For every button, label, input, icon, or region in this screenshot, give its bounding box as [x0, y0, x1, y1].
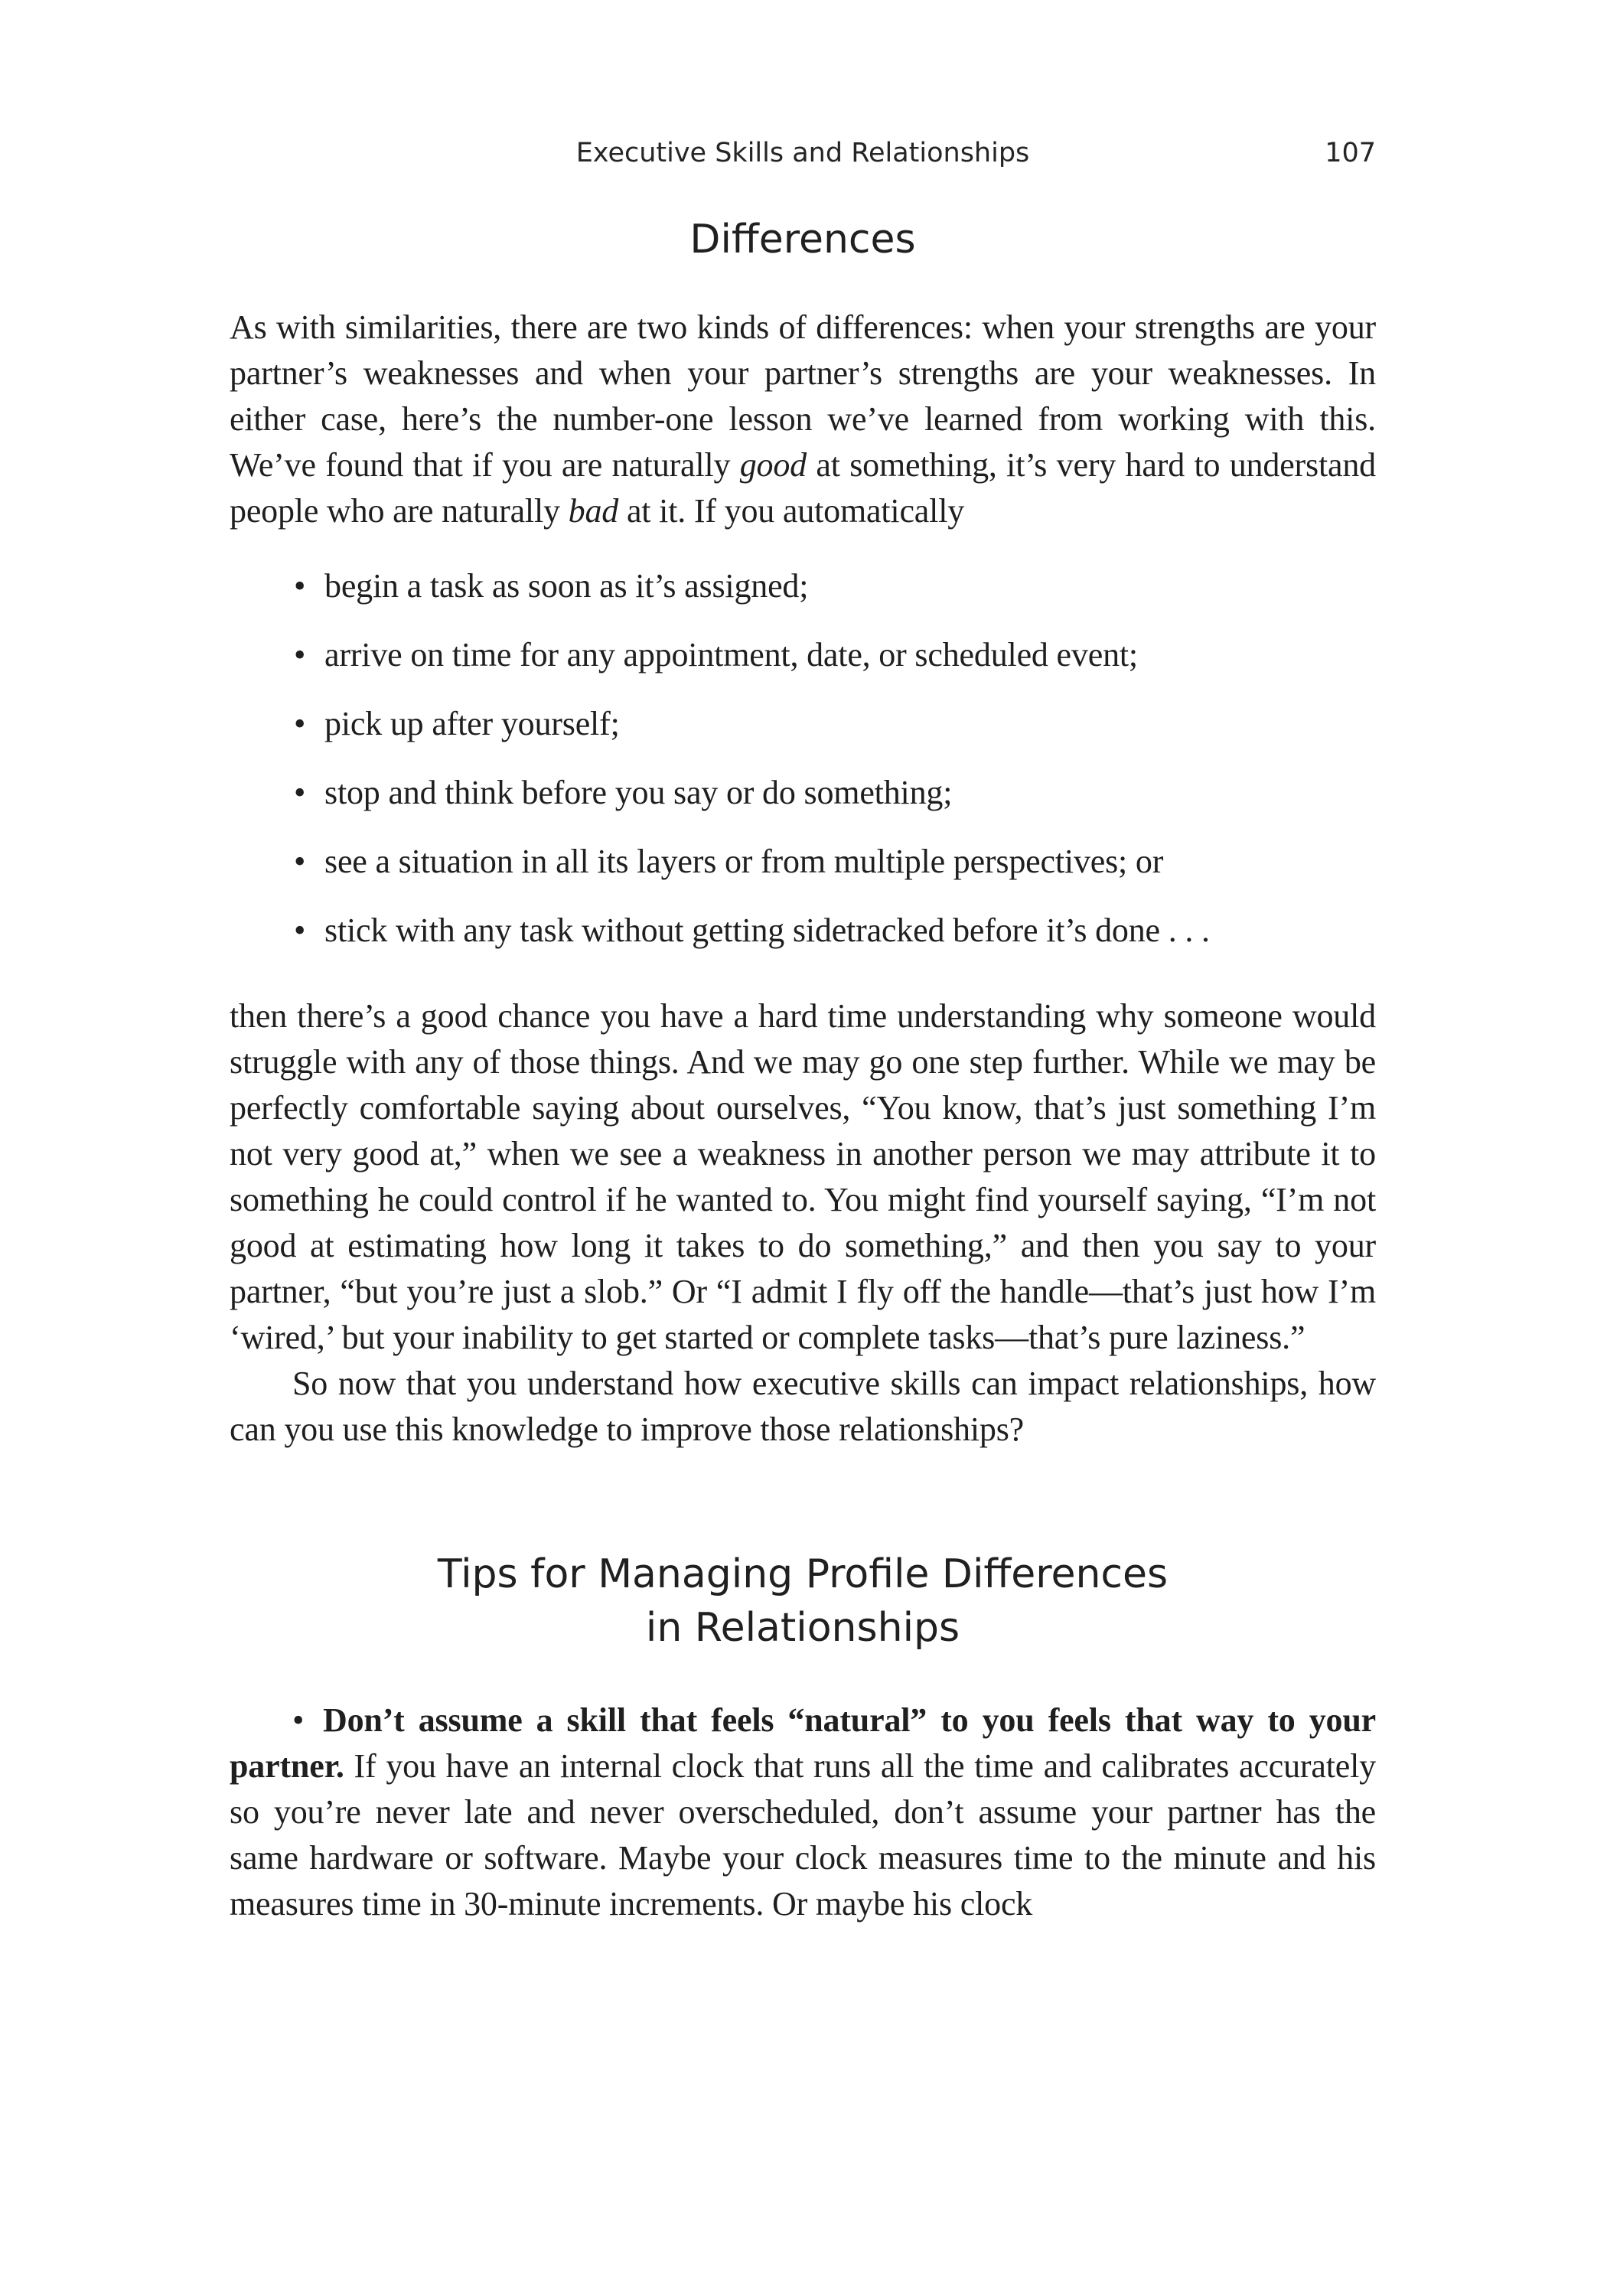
emphasized-bad: bad — [568, 492, 619, 530]
tips-heading-line-2: in Relationships — [645, 1605, 960, 1651]
bullet-icon: • — [294, 912, 306, 949]
tips-heading — [230, 1548, 1376, 1655]
tips-heading-line-1: Tips for Managing Profile Differences — [437, 1551, 1169, 1597]
bullet-item — [294, 563, 1376, 609]
emphasized-good: good — [739, 446, 807, 484]
bullet-text: pick up after yourself; — [324, 705, 620, 742]
bullet-text: begin a task as soon as it’s assigned; — [324, 567, 809, 605]
bullet-item — [294, 770, 1376, 816]
bullet-icon: • — [294, 843, 306, 880]
bullet-text: stick with any task without getting sidetracked before it’s done . . . — [324, 912, 1210, 949]
understanding-differences-paragraph: then there’s a good chance you have a hard time understanding why someone would struggle with any of those things. And we may go one step further. While we may be perfectly comfortable saying about ourselves, “You know, that’s just something I’m not very good at,” when we see a weakness in another person we may attribute it to something he could control if he wanted to. You might find yourself saying, “I’m not good at estimating how long it takes to do something,” and then you say to your partner, “but you’re just a slob.” Or “I admit I fly off the handle—that’s just how I’m ‘wired,’ but your inability to get started or complete tasks—that’s pure laziness.” — [230, 997, 1376, 1356]
bullet-item — [294, 839, 1376, 885]
differences-section — [230, 213, 1376, 1453]
book-page — [230, 130, 1376, 2197]
bullet-item — [294, 908, 1376, 954]
tips-section — [230, 1548, 1376, 1927]
bullet-item — [294, 701, 1376, 747]
differences-heading: Differences — [689, 217, 916, 263]
running-title: Executive Skills and Relationships — [575, 138, 1030, 168]
bullet-text: arrive on time for any appointment, date, or scheduled event; — [324, 636, 1138, 673]
transition-paragraph: So now that you understand how executive skills can impact relationships, how can you use this knowledge to improve those relationships? — [230, 1365, 1376, 1448]
page-number: 107 — [1325, 138, 1376, 168]
bullet-icon: • — [294, 705, 306, 742]
bullet-text: stop and think before you say or do something; — [324, 774, 953, 811]
bullet-icon: • — [292, 1701, 305, 1739]
intro-text-part-1: As with similarities, there are two kinds of differences: when your strengths are your partner’s weaknesses and when your partner’s strengths are your weaknesses. In either case, here’s the number-one lesson we’ve learned from working with this. We’ve found that if you are naturally — [230, 308, 1376, 484]
differences-intro-paragraph — [230, 305, 1376, 534]
bullet-text: see a situation in all its layers or from multiple perspectives; or — [324, 843, 1164, 880]
tip-body-text: If you have an internal clock that runs all the time and calibrates accurately so you’re never late and never overscheduled, don’t assume your partner has the same hardware or software. Maybe your clock measures time to the minute and his measures time in 30-minute increments. Or maybe his clock — [230, 1747, 1376, 1923]
bullet-icon: • — [294, 774, 306, 811]
tip-lead-text: Don’t assume a skill that feels “natural” to you feels that way to your partner. — [230, 1701, 1376, 1785]
running-header — [230, 130, 1376, 176]
automatic-behaviors-list — [230, 563, 1376, 954]
bullet-icon: • — [294, 636, 306, 673]
bullet-item — [294, 632, 1376, 678]
intro-text-part-2: at something, it’s very hard to understand people who are naturally — [230, 446, 1376, 530]
bullet-icon: • — [294, 567, 306, 605]
first-tip-paragraph — [230, 1698, 1376, 1927]
intro-text-part-3: at it. If you automatically — [618, 492, 965, 530]
